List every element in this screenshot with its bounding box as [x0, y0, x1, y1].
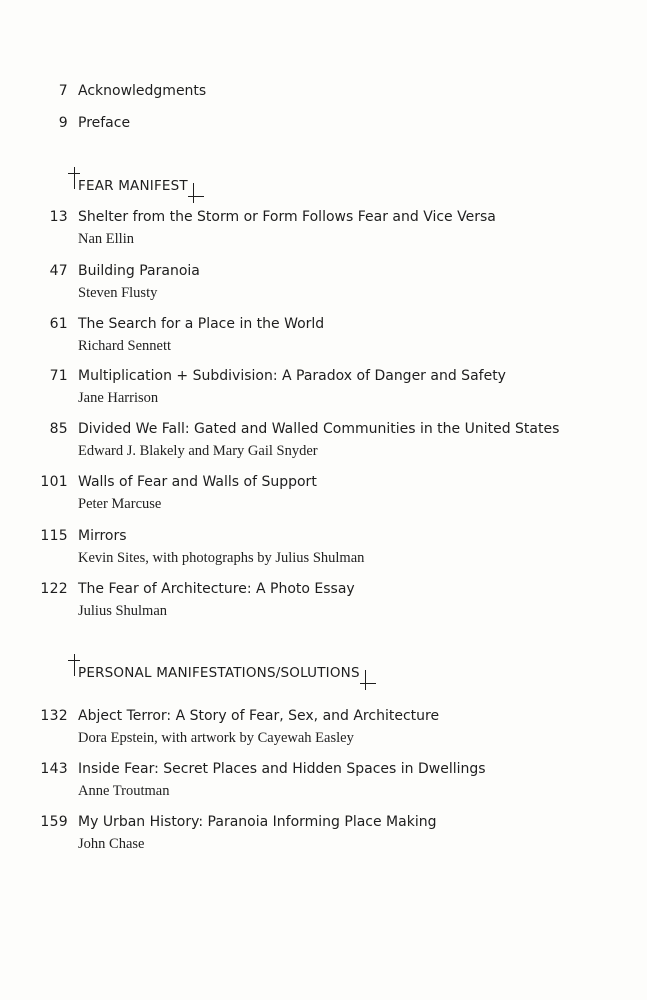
entry-author: Peter Marcuse [78, 496, 162, 512]
entry-title: Shelter from the Storm or Form Follows Fear and Vice Versa [78, 209, 496, 225]
entry-title: The Fear of Architecture: A Photo Essay [78, 581, 355, 597]
corner-mark [68, 173, 80, 174]
entry-title: Abject Terror: A Story of Fear, Sex, and Architecture [78, 708, 440, 724]
page-number: 9 [58, 115, 68, 131]
entry-author: Jane Harrison [78, 390, 159, 406]
entry-title: Walls of Fear and Walls of Support [78, 474, 317, 490]
entry-title: Preface [78, 115, 131, 131]
entry-author: Edward J. Blakely and Mary Gail Snyder [78, 443, 318, 459]
entry-title: Mirrors [78, 528, 127, 544]
entry-title: Multiplication + Subdivision: A Paradox of Danger and Safety [78, 368, 506, 384]
entry-author: John Chase [78, 836, 145, 852]
corner-mark [193, 183, 194, 203]
entry-title: Divided We Fall: Gated and Walled Communities in the United States [78, 421, 560, 437]
corner-mark [365, 670, 366, 690]
section-heading-personal-manifestations [74, 664, 366, 682]
entry-author: Dora Epstein, with artwork by Cayewah Easley [78, 730, 354, 746]
corner-mark [74, 167, 75, 189]
corner-mark [360, 683, 376, 684]
entry-title: Acknowledgments [78, 83, 207, 99]
corner-mark [74, 654, 75, 676]
entry-author: Nan Ellin [78, 231, 134, 247]
entry-title: The Search for a Place in the World [78, 316, 325, 332]
page-number: 13 [49, 209, 68, 225]
entry-title: My Urban History: Paranoia Informing Place Making [78, 814, 437, 830]
section-heading-fear-manifest [74, 177, 194, 195]
page-number: 61 [49, 316, 68, 332]
section-heading-text: PERSONAL MANIFESTATIONS/SOLUTIONS [78, 665, 360, 681]
entry-author: Kevin Sites, with photographs by Julius Shulman [78, 550, 365, 566]
page-number: 85 [49, 421, 68, 437]
page-number: 47 [49, 263, 68, 279]
entry-title: Inside Fear: Secret Places and Hidden Spaces in Dwellings [78, 761, 486, 777]
page-number: 71 [49, 368, 68, 384]
page-number: 122 [40, 581, 68, 597]
entry-title: Building Paranoia [78, 263, 200, 279]
corner-mark [188, 196, 204, 197]
page-number: 132 [40, 708, 68, 724]
page-number: 159 [40, 814, 68, 830]
section-heading-text: FEAR MANIFEST [78, 178, 188, 194]
page-number: 115 [40, 528, 68, 544]
page-number: 101 [40, 474, 68, 490]
page-number: 7 [58, 83, 68, 99]
entry-author: Steven Flusty [78, 285, 158, 301]
entry-author: Richard Sennett [78, 338, 172, 354]
entry-author: Julius Shulman [78, 603, 168, 619]
corner-mark [68, 660, 80, 661]
entry-author: Anne Troutman [78, 783, 170, 799]
page-number: 143 [40, 761, 68, 777]
